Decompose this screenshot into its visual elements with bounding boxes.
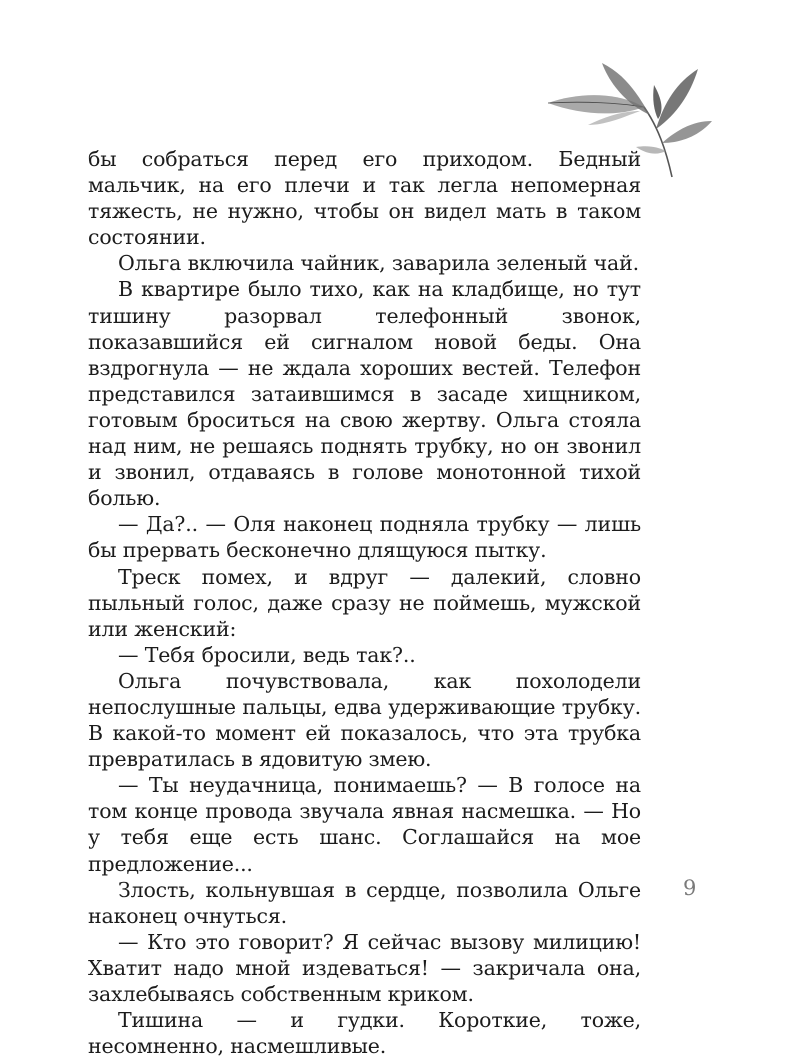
paragraph: Ольга включила чайник, заварила зеленый чай. [118,251,639,276]
paragraph: — Кто это говорит? Я сейчас вызову милицию! Хватит надо мной издеваться! — закричала она, захлебываясь собственным криком. [88,929,641,1006]
paragraph: Тишина — и гудки. Короткие, тоже, несомненно, насмешливые. [88,1008,641,1059]
paragraph: Злость, кольнувшая в сердце, позволила Ольге наконец очнуться. [88,877,641,928]
paragraph: бы собраться перед его приходом. Бедный мальчик, на его плечи и так легла непомерная тяжесть, не нужно, чтобы он видел мать в таком состоянии. [88,147,641,250]
page-number: 9 [683,876,697,900]
paragraph: В квартире было тихо, как на кладбище, но тут тишину разорвал телефонный звонок, показавшийся ей сигналом новой беды. Она вздрогнула — не ждала хороших вестей. Телефон представился затаившимся в засаде хищником, готовым броситься на свою жертву. Ольга стояла над ним, не решаясь поднять трубку, но он звонил и звонил, отдаваясь в голове монотонной тихой болью. [88,277,641,511]
paragraph: — Тебя бросили, ведь так?.. [118,642,416,667]
body-text [88,146,641,1059]
paragraph: — Да?.. — Оля наконец подняла трубку — лишь бы прервать бесконечно длящуюся пытку. [88,512,641,563]
paragraph: — Ты неудачница, понимаешь? — В голосе на том конце провода звучала явная насмешка. — Но у тебя еще есть шанс. Соглашайся на мое предложение... [88,773,641,876]
paragraph: Треск помех, и вдруг — далекий, словно пыльный голос, даже сразу не поймешь, мужской или женский: [88,564,641,641]
paragraph: Ольга почувствовала, как похолодели непослушные пальцы, едва удерживающие трубку. В какой-то момент ей показалось, что эта трубка превратилась в ядовитую змею. [88,668,641,772]
